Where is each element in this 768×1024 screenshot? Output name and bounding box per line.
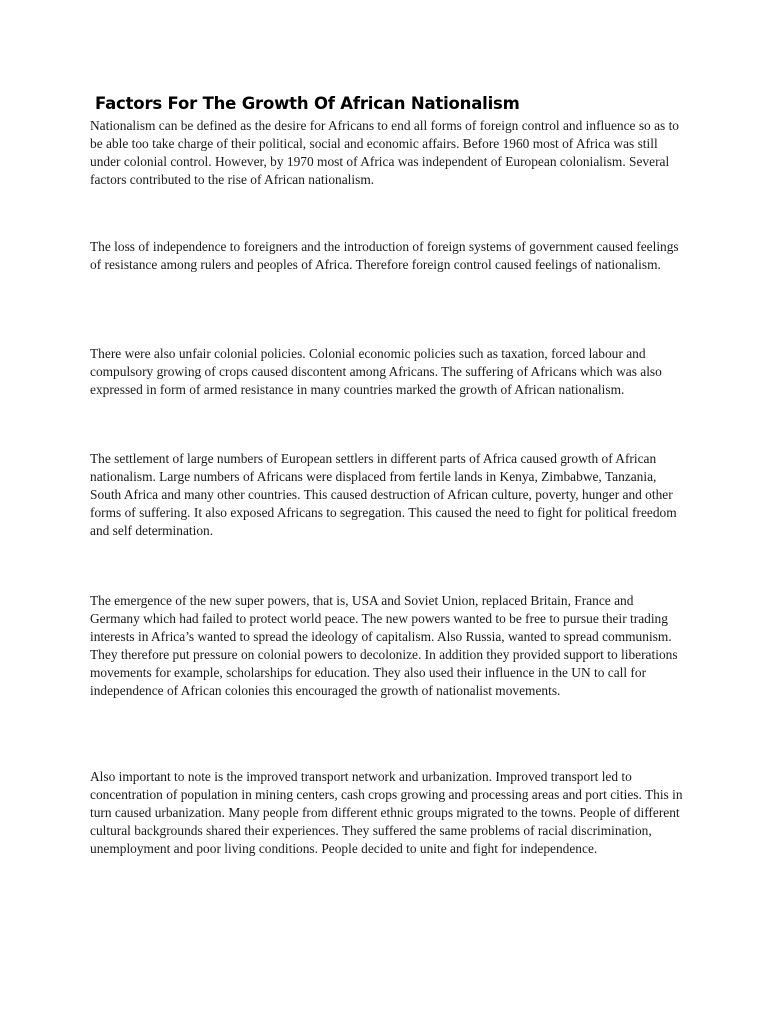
paragraph-european-settlers: The settlement of large numbers of European settlers in different parts of Africa caused growth of African nationalism. Large numbers of Africans were displaced from fertile lands in Kenya, Zimbabwe, Tanzania, South Africa and many other countries. This caused destruction of African culture, poverty, hunger and other forms of suffering. It also exposed Africans to segregation. This caused the need to fight for political freedom and self determination.: [90, 451, 677, 538]
paragraph-loss-of-independence: The loss of independence to foreigners and the introduction of foreign systems of government caused feelings of resistance among rulers and peoples of Africa. Therefore foreign control caused feelings of nationalism.: [90, 239, 679, 272]
intro-paragraph: Nationalism can be defined as the desire for Africans to end all forms of foreign control and influence so as to be able too take charge of their political, social and economic affairs. Before 1960 most of Africa was still under colonial control. However, by 1970 most of Africa was independent of European colonialism. Several factors contributed to the rise of African nationalism.: [90, 118, 679, 187]
paragraph-colonial-policies: There were also unfair colonial policies. Colonial economic policies such as taxation, forced labour and compulsory growing of crops caused discontent among Africans. The suffering of Africans which was also expressed in form of armed resistance in many countries marked the growth of African nationalism.: [90, 346, 662, 397]
paragraph-transport-urbanization: Also important to note is the improved transport network and urbanization. Improved transport led to concentration of population in mining centers, cash crops growing and processing areas and port cities. This in turn caused urbanization. Many people from different ethnic groups migrated to the towns. People of different cultural backgrounds shared their experiences. They suffered the same problems of racial discrimination, unemployment and poor living conditions. People decided to unite and fight for independence.: [90, 769, 683, 856]
paragraph-super-powers: The emergence of the new super powers, that is, USA and Soviet Union, replaced Britain, France and Germany which had failed to protect world peace. The new powers wanted to be free to pursue their trading interests in Africa’s wanted to spread the ideology of capitalism. Also Russia, wanted to spread communism. They therefore put pressure on colonial powers to decolonize. In addition they provided support to liberations movements for example, scholarships for education. They also used their influence in the UN to call for independence of African colonies this encouraged the growth of nationalist movements.: [90, 593, 678, 698]
document-title: Factors For The Growth Of African Nationalism: [95, 94, 520, 113]
